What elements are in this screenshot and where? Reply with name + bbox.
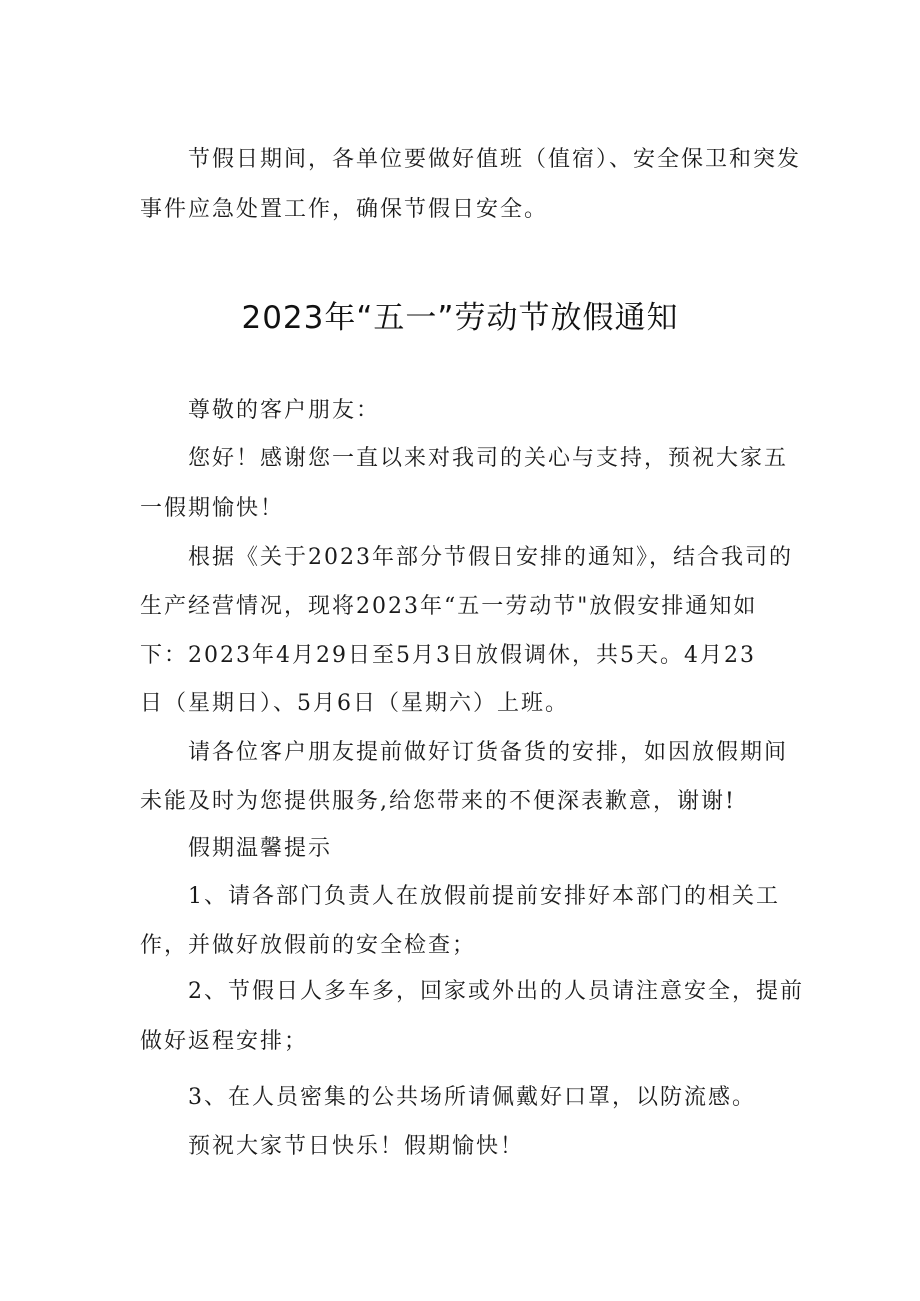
arrangement-line-3: 下：2023年4月29日至5月3日放假调休，共5天。4月23	[140, 643, 756, 668]
greeting-line-1: 您好！感谢您一直以来对我司的关心与支持，预祝大家五	[188, 446, 789, 471]
page-title: 2023年“五一”劳动节放假通知	[241, 300, 679, 336]
intro-line-2: 事件应急处置工作，确保节假日安全。	[140, 197, 549, 222]
arrangement-line-4: 日（星期日）、5月6日（星期六）上班。	[140, 691, 569, 716]
tip-2-line-2: 做好返程安排；	[140, 1029, 309, 1054]
salutation-text: 尊敬的客户朋友：	[188, 398, 381, 423]
arrangement-line-1: 根据《关于2023年部分节假日安排的通知》，结合我司的	[188, 545, 793, 570]
intro-line-1: 节假日期间，各单位要做好值班（值宿）、安全保卫和突发	[188, 147, 802, 172]
arrangement-line-2: 生产经营情况，现将2023年“五一劳动节"放假安排通知如	[140, 594, 758, 619]
greeting-line-2: 一假期愉快！	[140, 496, 285, 521]
request-line-2: 未能及时为您提供服务,给您带来的不便深表歉意，谢谢!	[140, 789, 736, 814]
tip-2-line-1: 2、节假日人多车多，回家或外出的人员请注意安全，提前	[188, 979, 804, 1004]
tip-1-line-2: 作，并做好放假前的安全检查；	[140, 933, 477, 958]
tips-heading-text: 假期温馨提示	[188, 836, 333, 861]
tip-1-line-1: 1、请各部门负责人在放假前提前安排好本部门的相关工	[188, 884, 780, 909]
request-line-1: 请各位客户朋友提前做好订货备货的安排，如因放假期间	[188, 740, 789, 765]
tip-3-line-1: 3、在人员密集的公共场所请佩戴好口罩，以防流感。	[188, 1085, 756, 1110]
closing-text: 预祝大家节日快乐！假期愉快！	[188, 1134, 525, 1159]
